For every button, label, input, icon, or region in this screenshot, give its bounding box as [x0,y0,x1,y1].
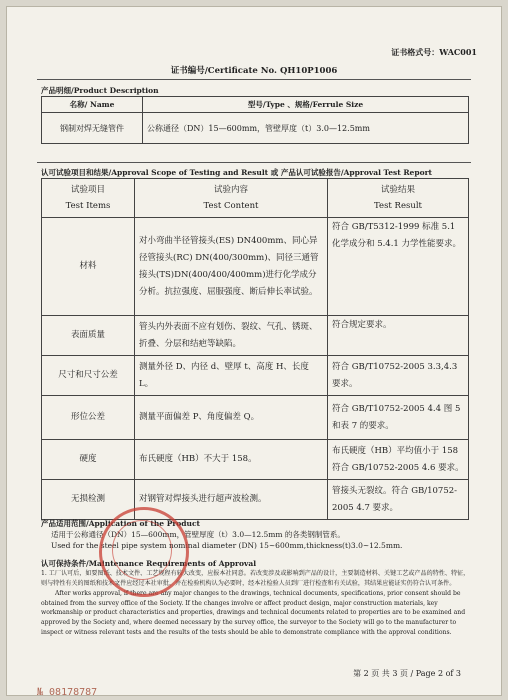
application-cn: 适用于公称通径（DN）15—600mm，管壁厚度（t）3.0—12.5mm 的各类钢制管系。 [51,530,345,539]
test-result: 管接头无裂纹。符合 GB/10752-2005 4.7 要求。 [328,480,469,520]
official-seal [99,507,189,597]
certificate-page [6,6,502,696]
test-content: 对小弯曲半径管接头(ES) DN400mm、同心异径管接头(RC) DN(400/300mm)、同径三通管接头(TS)DN(400/400/400mm)进行化学成分分析。抗拉强度、屈服强度、断后伸长率试验。 [135,218,328,316]
test-content: 对钢管对焊接头进行超声波检测。 [135,480,328,520]
product-name: 钢制对焊无缝管件 [42,113,143,144]
test-result-header: 试验结果 Test Result [328,179,469,218]
table-row [42,480,469,520]
test-result: 符合 GB/T10752-2005 3.3,4.3 要求。 [328,356,469,396]
approval-section-title: 认可试验项目和结果/Approval Scope of Testing and Result 或 产品认可试验报告/Approval Test Report [41,168,432,177]
approval-table [41,178,469,520]
test-content: 管头内外表面不应有划伤、裂纹、气孔、锈斑、折叠、分层和结疤等缺陷。 [135,316,328,356]
requirements-en: After works approval, if there are any major changes to the drawings, technical documents, specifications, prior consent should be obtained from the survey office of the Society. If the changes involve or affect product design, major construction materials, key workmanship or product characteristics and properties, drawings and technical documents related to properties are to be examined and approved by the Society and, where deemed necessary by the survey office, the surveyor to the Society will go to the manufacturer to inspect or witness relevant tests and the results of the tests should be able to demonstrate compliance with the approval conditions. [41,590,466,636]
product-spec: 公称通径（DN）15—600mm，管壁厚度（t）3.0—12.5mm [143,113,469,144]
test-result: 布氏硬度（HB）平均值小于 158 符合 GB/10752-2005 4.6 要求。 [328,440,469,480]
form-number: 证书格式号：WAC001 [391,47,477,57]
test-content: 布氏硬度（HB）不大于 158。 [135,440,328,480]
page-indicator: 第 2 页 共 3 页 / Page 2 of 3 [353,669,461,678]
table-row [42,440,469,480]
top-rule [37,79,471,80]
certificate-number: 证书编号/Certificate No. QH10P1006 [170,66,338,76]
application-section-title: 产品适用范围/Application of the Product [41,519,201,528]
product-table [41,96,469,144]
test-item: 表面质量 [42,316,135,356]
serial-number: № 08178787 [37,687,98,696]
test-item: 硬度 [42,440,135,480]
table-row [42,396,469,440]
table-row [42,356,469,396]
requirements-cn: 1. 工厂认可后，如要图纸、技术文件、工艺规程有较大改变，应报本社同意。若改变涉及或影响到产品的设计，主要制造材料、关键工艺或产品的特性、特征，则与特性有关的图纸和技术文件应经过本社审批，并在检验机构认为必要时，经本社检验人员到厂进行检查和有关试验，其结果应能证实仍符合认可条件。 [41,570,470,587]
test-content: 测量外径 D、内径 d、壁厚 t、高度 H、长度 L。 [135,356,328,396]
test-result: 符合 GB/T10752-2005 4.4 图 5 和表 7 的要求。 [328,396,469,440]
test-items-header: 试验项目 Test Items [42,179,135,218]
test-result: 符合 GB/T5312-1999 标准 5.1 化学成分和 5.4.1 力学性能要求。 [328,218,469,316]
table-row [42,316,469,356]
test-content-header: 试验内容 Test Content [135,179,328,218]
test-item: 无损检测 [42,480,135,520]
test-item: 形位公差 [42,396,135,440]
requirements-section-title: 认可保持条件/Maintenance Requirements of Approval [41,559,257,568]
product-type-header: 型号/Type 、规格/Ferrule Size [143,97,469,113]
application-en: Used for the steel pipe system nominal diameter (DN) 15~600mm,thickness(t)3.0~12.5mm. [51,541,403,550]
test-item: 尺寸和尺寸公差 [42,356,135,396]
product-name-header: 名称/ Name [42,97,143,113]
test-result: 符合规定要求。 [328,316,469,356]
official-seal-inner-ring [112,520,172,580]
test-item: 材料 [42,218,135,316]
test-content: 测量平面偏差 P、角度偏差 Q。 [135,396,328,440]
table-row [42,218,469,316]
section-rule [37,162,471,163]
product-section-title: 产品明细/Product Description [41,86,159,95]
